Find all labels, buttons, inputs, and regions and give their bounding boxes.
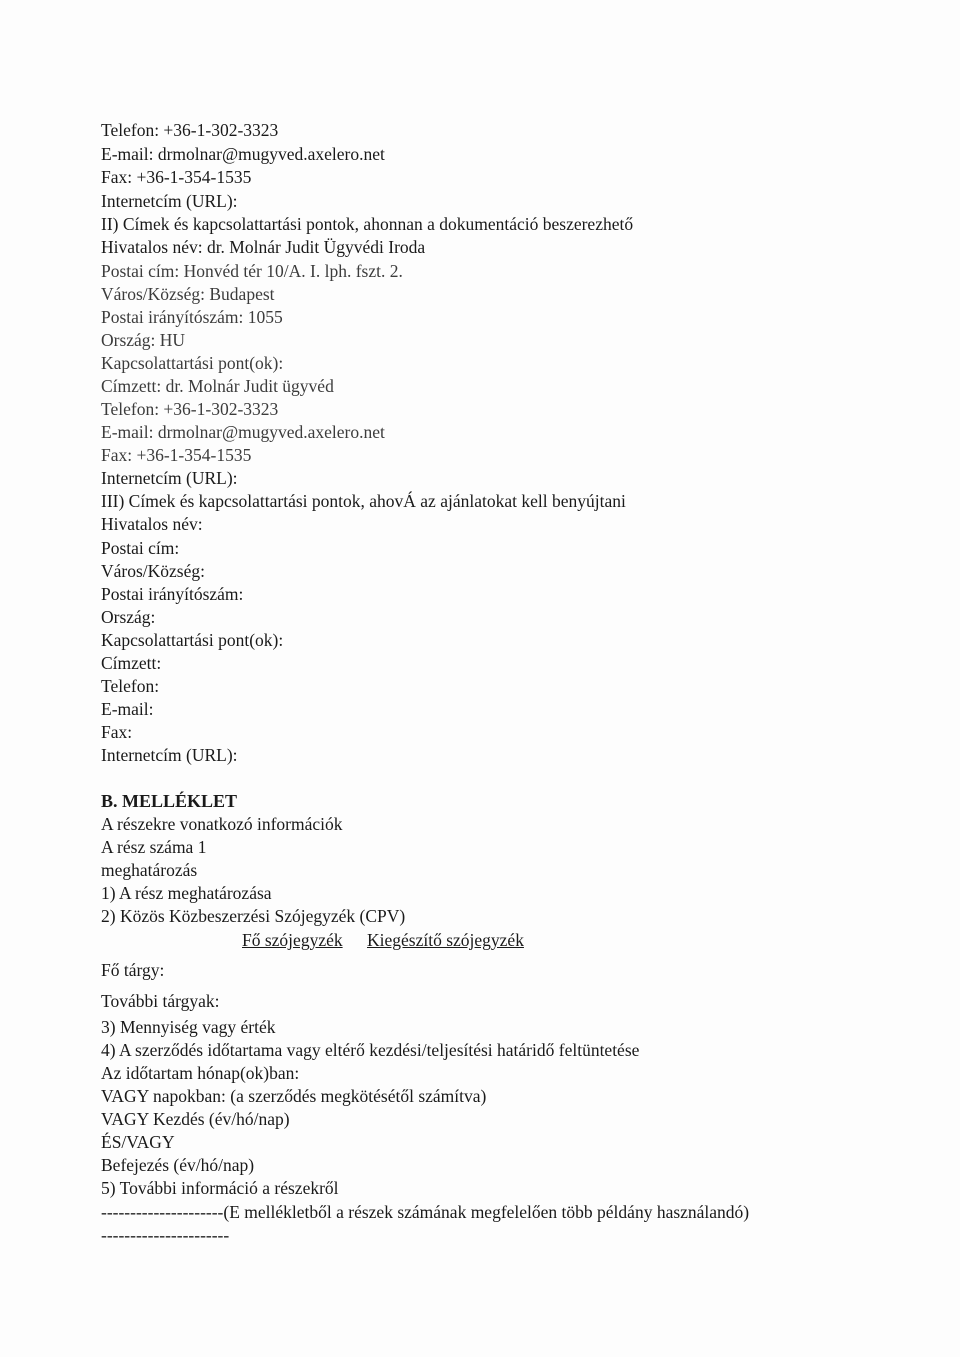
annex-b-item-3: 3) Mennyiség vagy érték: [101, 1017, 276, 1037]
section-ii-official-name: Hivatalos név: dr. Molnár Judit Ügyvédi Iroda: [101, 237, 426, 257]
annex-b-or-days: VAGY napokban: (a szerződés megkötésétől számítva): [101, 1086, 487, 1106]
cpv-main-object-label: Fő tárgy:: [101, 960, 165, 980]
contact-phone: Telefon: +36-1-302-3323: [101, 120, 279, 140]
section-iii-addressee: Címzett:: [101, 653, 162, 673]
annex-b-title: B. MELLÉKLET: [101, 791, 238, 811]
contact-fax: Fax: +36-1-354-1535: [101, 167, 252, 187]
section-ii-phone: Telefon: +36-1-302-3323: [101, 399, 279, 419]
section-iii-email: E-mail:: [101, 699, 154, 719]
annex-b-duration-months: Az időtartam hónap(ok)ban:: [101, 1063, 300, 1083]
cpv-supplementary-vocab-header: Kiegészítő szójegyzék: [367, 930, 524, 950]
section-ii-country: Ország: HU: [101, 330, 186, 350]
section-iii-city: Város/Község:: [101, 561, 206, 581]
section-ii-fax: Fax: +36-1-354-1535: [101, 445, 252, 465]
section-iii-url: Internetcím (URL):: [101, 745, 238, 765]
annex-b-footer-note: ---------------------(E mellékletből a részek számának megfelelően több példány használandó): [101, 1202, 750, 1222]
annex-b-footer-dashes: ----------------------: [101, 1225, 230, 1245]
section-ii-city: Város/Község: Budapest: [101, 284, 275, 304]
section-ii-postal-code: Postai irányítószám: 1055: [101, 307, 283, 327]
annex-b-and-or: ÉS/VAGY: [101, 1132, 175, 1152]
cpv-additional-objects-label: További tárgyak:: [101, 991, 220, 1011]
cpv-main-vocab-header: Fő szójegyzék: [242, 930, 343, 950]
annex-b-item-4: 4) A szerződés időtartama vagy eltérő kezdési/teljesítési határidő feltüntetése: [101, 1040, 640, 1060]
annex-b-end: Befejezés (év/hó/nap): [101, 1155, 255, 1175]
annex-b-subtitle: A részekre vonatkozó információk: [101, 814, 343, 834]
contact-url: Internetcím (URL):: [101, 191, 238, 211]
section-iii-postal-code: Postai irányítószám:: [101, 584, 244, 604]
section-iii-fax: Fax:: [101, 722, 133, 742]
section-iii-contact-points: Kapcsolattartási pont(ok):: [101, 630, 284, 650]
annex-b-or-start: VAGY Kezdés (év/hó/nap): [101, 1109, 290, 1129]
contact-email: E-mail: drmolnar@mugyved.axelero.net: [101, 144, 385, 164]
section-ii-postal-address: Postai cím: Honvéd tér 10/A. I. lph. fszt. 2.: [101, 261, 403, 281]
section-iii-official-name: Hivatalos név:: [101, 514, 203, 534]
annex-b-item-1: 1) A rész meghatározása: [101, 883, 272, 903]
annex-b-definition: meghatározás: [101, 860, 198, 880]
annex-b-item-5: 5) További információ a részekről: [101, 1178, 339, 1198]
annex-b-part-number: A rész száma 1: [101, 837, 207, 857]
section-ii-contact-points: Kapcsolattartási pont(ok):: [101, 353, 284, 373]
section-ii-url: Internetcím (URL):: [101, 468, 238, 488]
annex-b-item-2: 2) Közös Közbeszerzési Szójegyzék (CPV): [101, 906, 406, 926]
section-iii-phone: Telefon:: [101, 676, 160, 696]
section-ii-heading: II) Címek és kapcsolattartási pontok, ahonnan a dokumentáció beszerezhető: [101, 214, 634, 234]
section-ii-email: E-mail: drmolnar@mugyved.axelero.net: [101, 422, 385, 442]
section-ii-addressee: Címzett: dr. Molnár Judit ügyvéd: [101, 376, 334, 396]
section-iii-postal-address: Postai cím:: [101, 538, 180, 558]
section-iii-heading: III) Címek és kapcsolattartási pontok, ahovÁ az ajánlatokat kell benyújtani: [101, 491, 626, 511]
section-iii-country: Ország:: [101, 607, 156, 627]
